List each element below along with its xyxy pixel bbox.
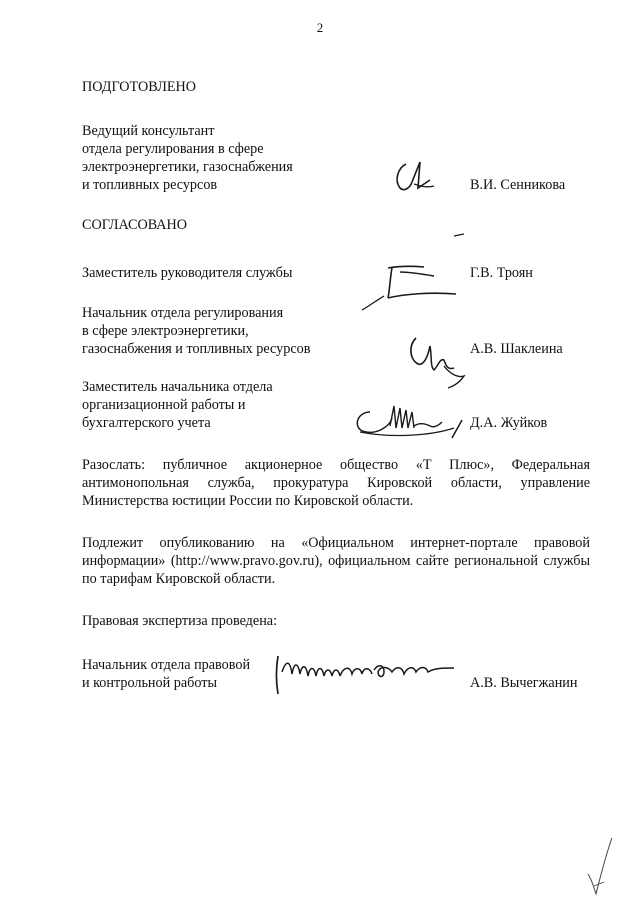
signer2-position-line-1: Начальник отдела регулирования — [82, 305, 284, 321]
signature-sennikova — [390, 158, 440, 196]
prepared-position-line-4: и топливных ресурсов — [82, 177, 218, 193]
approved-heading: СОГЛАСОВАНО — [82, 217, 188, 233]
signature-troyan — [360, 232, 465, 312]
legal-review-name: А.В. Вычегжанин — [470, 675, 578, 691]
signer3-position-line-1: Заместитель начальника отдела — [82, 379, 273, 395]
prepared-position-line-1: Ведущий консультант — [82, 123, 215, 139]
legal-position-line-1: Начальник отдела правовой — [82, 657, 251, 673]
legal-review-statement: Правовая экспертиза проведена: — [82, 613, 278, 629]
signature-vychegzhanin — [268, 646, 460, 698]
prepared-heading: ПОДГОТОВЛЕНО — [82, 79, 196, 95]
signer1-name: Г.В. Троян — [470, 265, 533, 281]
signer3-name: Д.А. Жуйков — [470, 415, 548, 431]
prepared-name: В.И. Сенникова — [470, 177, 566, 193]
page-number: 2 — [316, 20, 324, 35]
signer3-position-line-2: организационной работы и — [82, 397, 246, 413]
publication-paragraph: Подлежит опубликованию на «Официальном интернет-портале правовой информации» (http://www.pravo.gov.ru), официальном сайте региональной службы по тарифам Кировской области. — [82, 535, 590, 587]
signature-zhuykov — [350, 396, 464, 444]
signer2-position-line-2: в сфере электроэнергетики, — [82, 323, 249, 339]
signer3-position-line-3: бухгалтерского учета — [82, 415, 211, 431]
signer2-name: А.В. Шаклеина — [470, 341, 563, 357]
margin-check-mark — [584, 834, 614, 898]
prepared-position-line-3: электроэнергетики, газоснабжения — [82, 159, 293, 175]
legal-position-line-2: и контрольной работы — [82, 675, 217, 691]
prepared-position-line-2: отдела регулирования в сфере — [82, 141, 264, 157]
distribution-paragraph: Разослать: публичное акционерное общество «Т Плюс», Федеральная антимонопольная служба, прокуратура Кировской области, управление Министерства юстиции России по Кировской области. — [82, 457, 590, 509]
signer2-position-line-3: газоснабжения и топливных ресурсов — [82, 341, 311, 357]
signer1-position-line-1: Заместитель руководителя службы — [82, 265, 293, 281]
signature-shakleina — [404, 326, 468, 390]
